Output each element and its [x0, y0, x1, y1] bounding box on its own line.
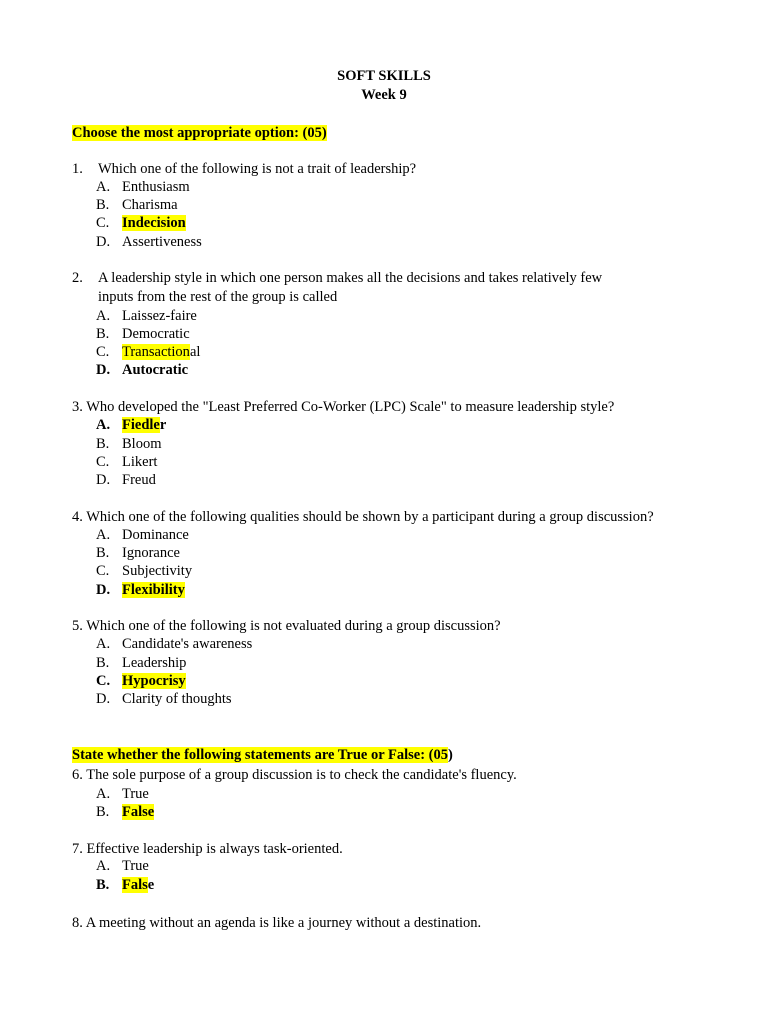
q3-option-c: C. Likert: [96, 454, 158, 470]
question-2-text-line2: inputs from the rest of the group is called: [98, 289, 338, 305]
question-3: 3. Who developed the "Least Preferred Co-Worker (LPC) Scale" to measure leadership style?: [72, 399, 615, 415]
question-2-text-line1: A leadership style in which one person makes all the decisions and takes relatively few: [98, 270, 603, 286]
answer-highlight: Flexibility: [122, 582, 185, 598]
q4-option-a: A. Dominance: [96, 527, 189, 543]
section1-heading-text: Choose the most appropriate option: (05): [72, 125, 327, 141]
document-subtitle: Week 9: [361, 87, 407, 103]
answer-highlight: Fals: [122, 877, 148, 893]
q5-option-a: A. Candidate's awareness: [96, 636, 253, 652]
question-2: [72, 269, 602, 287]
q6-option-a: A. True: [96, 786, 149, 802]
q5-option-d: D. Clarity of thoughts: [96, 691, 232, 707]
q3-option-d: D. Freud: [96, 472, 156, 488]
answer-highlight: Transaction: [122, 344, 190, 360]
q7-option-a: A. True: [96, 858, 149, 874]
q7-option-b: B. False: [96, 877, 155, 893]
answer-highlight: Indecision: [122, 215, 186, 231]
q2-option-a: A. Laissez-faire: [96, 308, 197, 324]
q2-option-b: B. Democratic: [96, 326, 190, 342]
q2-option-d: D. Autocratic: [96, 362, 189, 378]
question-2-number: 2.: [72, 270, 83, 286]
q4-option-b: B. Ignorance: [96, 545, 180, 561]
question-1-number: 1.: [72, 161, 83, 177]
q1-option-a: A. Enthusiasm: [96, 179, 190, 195]
q1-option-c: C. Indecision: [96, 215, 186, 231]
section2-heading: State whether the following statements are True or False: (05): [72, 747, 453, 763]
question-5: 5. Which one of the following is not evaluated during a group discussion?: [72, 618, 501, 634]
q3-option-a: A. Fiedler: [96, 417, 167, 433]
answer-highlight: False: [122, 804, 155, 820]
q1-option-b: B. Charisma: [96, 197, 178, 213]
q2-option-c: C. Transactional: [96, 344, 201, 360]
answer-highlight: Fiedle: [122, 417, 160, 433]
question-6: 6. The sole purpose of a group discussion is to check the candidate's fluency.: [72, 767, 517, 783]
question-4: 4. Which one of the following qualities should be shown by a participant during a group discussion?: [72, 509, 654, 525]
document-title: SOFT SKILLS: [337, 68, 431, 84]
question-1-text: Which one of the following is not a trait of leadership?: [98, 161, 417, 177]
q6-option-b: B. False: [96, 804, 155, 820]
answer-highlight: Hypocrisy: [122, 673, 186, 689]
question-1: [72, 160, 416, 178]
q5-option-c: C. Hypocrisy: [96, 673, 186, 689]
q4-option-c: C. Subjectivity: [96, 563, 193, 579]
section1-heading: [72, 124, 327, 142]
question-7: 7. Effective leadership is always task-oriented.: [72, 841, 343, 857]
q3-option-b: B. Bloom: [96, 436, 162, 452]
q4-option-d: D. Flexibility: [96, 582, 185, 598]
question-8: 8. A meeting without an agenda is like a journey without a destination.: [72, 915, 482, 931]
section2-heading-text: State whether the following statements are True or False: (05: [72, 747, 448, 763]
q1-option-d: D. Assertiveness: [96, 234, 202, 250]
q5-option-b: B. Leadership: [96, 655, 187, 671]
